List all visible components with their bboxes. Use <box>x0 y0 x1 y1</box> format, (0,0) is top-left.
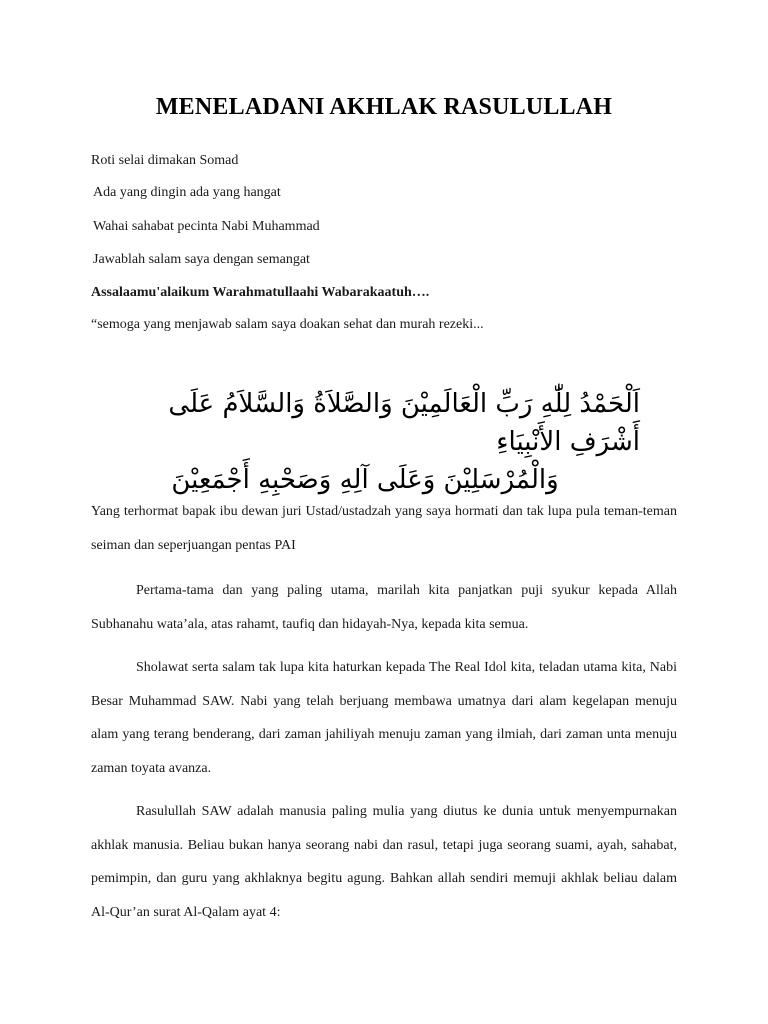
doa-line: “semoga yang menjawab salam saya doakan sehat dan murah rezeki... <box>91 317 484 332</box>
pantun-line-4: Jawablah salam saya dengan semangat <box>93 252 310 267</box>
pantun-line-2: Ada yang dingin ada yang hangat <box>93 185 281 200</box>
paragraph-gratitude: Pertama-tama dan yang paling utama, marilah kita panjatkan puji syukur kepada Allah Subhanahu wata’ala, atas rahamt, taufiq dan hidayah-Nya, kepada kita semua. <box>91 583 677 632</box>
salam-greeting: Assalaamu'alaikum Warahmatullaahi Wabarakaatuh…. <box>91 285 430 300</box>
document-title: MENELADANI AKHLAK RASULULLAH <box>155 94 613 120</box>
pantun-line-1: Roti selai dimakan Somad <box>91 153 239 168</box>
paragraph-greeting: Yang terhormat bapak ibu dewan juri Ustad/ustadzah yang saya hormati dan tak lupa pula teman-teman seiman dan seperjuangan pentas PAI <box>91 504 677 553</box>
paragraph-rasulullah: Rasulullah SAW adalah manusia paling mulia yang diutus ke dunia untuk menyempurnakan akhlak manusia. Beliau bukan hanya seorang nabi dan rasul, tetapi juga seorang suami, ayah, sahabat, pemimpin, dan guru yang akhlaknya begitu agung. Bahkan allah sendiri memuji akhlak beliau dalam Al-Qur’an surat Al-Qalam ayat 4: <box>91 804 677 920</box>
arabic-line-1: اَلْحَمْدُ لِلّٰهِ رَبِّ الْعَالَمِيْنَ وَالصَّلاَةُ وَالسَّلاَمُ عَلَى أَشْرَفِ الأَنْبِيَاءِ <box>168 389 640 457</box>
arabic-opening <box>90 385 640 499</box>
pantun-line-3: Wahai sahabat pecinta Nabi Muhammad <box>93 219 320 234</box>
paragraph-sholawat: Sholawat serta salam tak lupa kita haturkan kepada The Real Idol kita, teladan utama kita, Nabi Besar Muhammad SAW. Nabi yang telah berjuang membawa umatnya dari alam kegelapan menuju alam yang terang benderang, dari zaman jahiliyah menuju zaman yang ilmiah, dari zaman unta menuju zaman toyata avanza. <box>91 660 677 776</box>
arabic-line-2: وَالْمُرْسَلِيْنَ وَعَلَى آلِهِ وَصَحْبِهِ أَجْمَعِيْنَ <box>171 465 559 495</box>
